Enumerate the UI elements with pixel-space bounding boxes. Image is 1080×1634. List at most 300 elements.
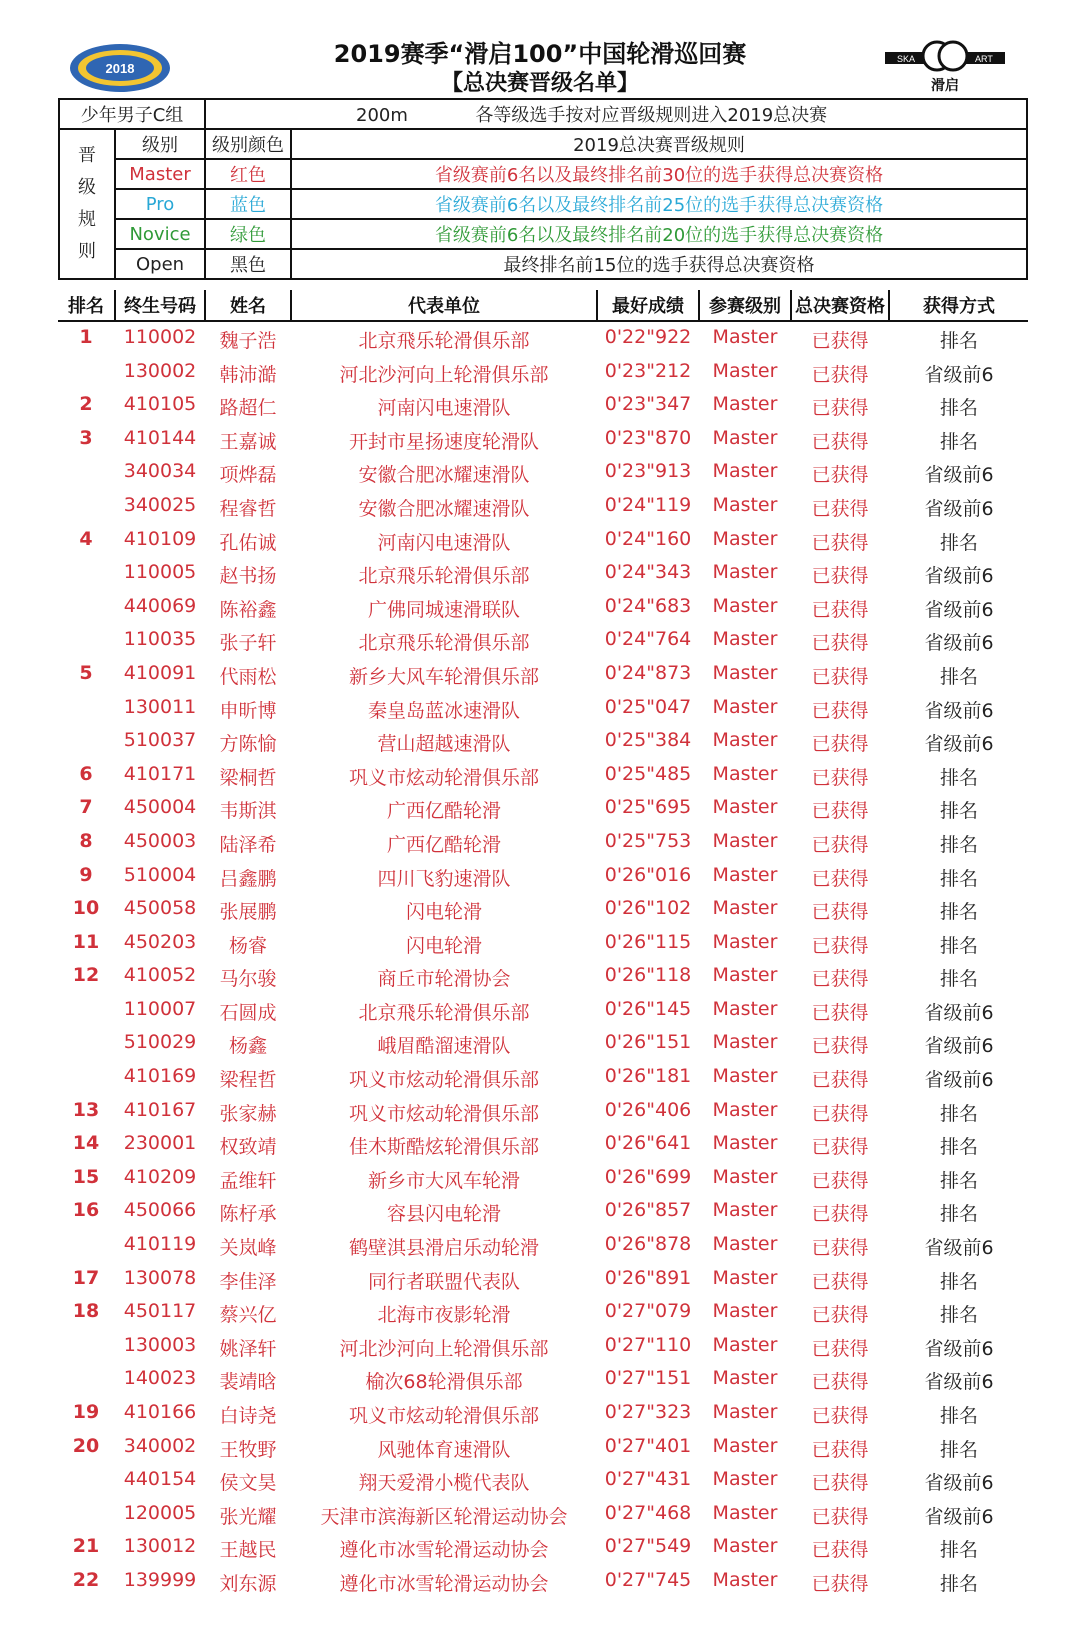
method-cell: 省级前6 [924,1001,994,1024]
level-cell: Master [712,326,778,348]
id-cell: 510029 [123,1031,197,1054]
method-cell: 排名 [939,901,978,924]
table-row [58,1162,1028,1196]
qualification-cell: 已获得 [811,1337,869,1360]
team-cell: 四川飞豹速滑队 [377,867,511,890]
level-cell: Master [712,1333,778,1356]
team-cell: 同行者联盟代表队 [367,1270,520,1293]
time-cell: 0'27"401 [604,1434,692,1457]
rank-cell: 12 [72,964,100,987]
team-cell: 风驰体育速滑队 [377,1438,511,1461]
qualification-cell: 已获得 [811,598,869,621]
id-cell: 340025 [123,493,197,516]
team-cell: 北京飛乐轮滑俱乐部 [358,632,530,655]
team-cell: 榆次68轮滑俱乐部 [365,1371,523,1394]
name-cell: 张展鹏 [219,901,277,924]
level-cell: Master [712,1434,778,1457]
rank-cell: 20 [72,1434,100,1457]
qualification-cell: 已获得 [811,497,869,520]
method-cell: 排名 [939,665,978,688]
method-cell: 省级前6 [924,699,994,722]
col-id: 终生号码 [124,296,196,317]
method-cell: 省级前6 [924,1035,994,1058]
qualification-cell: 已获得 [811,531,869,554]
qualification-cell: 已获得 [811,1438,869,1461]
level-cell: Master [712,930,778,953]
team-cell: 闪电轮滑 [405,934,482,957]
rules-col-rule: 2019总决赛晋级规则 [291,129,1027,159]
team-cell: 北京飛乐轮滑俱乐部 [358,565,530,588]
id-cell: 130078 [123,1266,197,1289]
team-cell: 广西亿酷轮滑 [386,833,501,856]
method-cell: 排名 [939,1572,978,1595]
qualification-cell: 已获得 [811,1203,869,1226]
method-cell: 排名 [939,800,978,823]
qualification-cell: 已获得 [811,1001,869,1024]
id-cell: 410119 [123,1233,197,1256]
team-cell: 遵化市冰雪轮滑运动协会 [339,1572,549,1595]
name-cell: 陈杍承 [219,1203,277,1226]
time-cell: 0'24"160 [604,527,692,550]
level-cell: Master [712,1401,778,1423]
team-cell: 广佛同城速滑联队 [367,598,520,621]
level-cell: Master [712,594,778,617]
rank-cell: 5 [79,661,93,684]
table-row [58,692,1028,726]
team-cell: 巩义市炫动轮滑俱乐部 [348,1069,539,1092]
method-cell: 排名 [939,1169,978,1192]
id-cell: 410166 [123,1401,197,1423]
qualification-cell: 已获得 [811,1405,869,1427]
qualification-cell: 已获得 [811,1572,869,1595]
team-cell: 河南闪电速滑队 [377,531,511,554]
name-cell: 张子轩 [219,632,277,655]
qualification-cell: 已获得 [811,632,869,655]
team-cell: 河北沙河向上轮滑俱乐部 [339,1337,549,1360]
time-cell: 0'26"145 [604,997,692,1020]
name-cell: 梁桐哲 [219,766,277,789]
table-row [58,759,1028,793]
rules-col-level: 级别 [115,129,205,159]
qualification-cell: 已获得 [811,565,869,588]
method-cell: 排名 [939,934,978,957]
table-row [58,725,1028,759]
level-rule: 最终排名前15位的选手获得总决赛资格 [291,249,1027,279]
method-cell: 省级前6 [924,464,994,487]
col-name: 姓名 [230,296,266,317]
sponsor-logo-text-left: SKA [897,54,916,64]
table-row [58,927,1028,961]
time-cell: 0'26"878 [604,1233,692,1256]
table-row [58,1363,1028,1397]
time-cell: 0'26"891 [604,1266,692,1289]
method-cell: 省级前6 [924,497,994,520]
rank-cell: 11 [72,930,100,953]
level-cell: Master [712,527,778,550]
name-cell: 吕鑫鹏 [219,867,277,890]
table-row [58,1498,1028,1532]
name-cell: 张家赫 [219,1102,277,1125]
time-cell: 0'27"468 [604,1501,692,1524]
time-cell: 0'27"323 [604,1401,692,1423]
name-cell: 马尔骏 [219,968,277,991]
table-row [58,524,1028,558]
name-cell: 张光耀 [219,1505,277,1528]
table-row [58,1061,1028,1095]
method-cell: 排名 [939,1203,978,1226]
qualification-cell: 已获得 [811,934,869,957]
rank-cell: 8 [79,829,93,852]
name-cell: 姚泽轩 [219,1337,277,1360]
rule-row-novice [59,219,1027,249]
level-cell: Master [712,628,778,651]
time-cell: 0'23"870 [604,426,692,449]
qualification-cell: 已获得 [811,901,869,924]
rank-cell: 21 [72,1535,100,1558]
qualification-cell: 已获得 [811,665,869,688]
page-subtitle: 【总决赛晋级名单】 [440,71,639,96]
team-cell: 秦皇岛蓝冰速滑队 [367,699,520,722]
time-cell: 0'26"406 [604,1098,692,1121]
level-cell: Master [712,1367,778,1390]
method-cell: 排名 [939,1304,978,1327]
id-cell: 110002 [123,326,197,348]
level-cell: Master [712,426,778,449]
method-cell: 省级前6 [924,1069,994,1092]
method-cell: 排名 [939,1438,978,1461]
level-name: Master [115,159,205,189]
time-cell: 0'26"016 [604,863,692,886]
method-cell: 排名 [939,1270,978,1293]
team-cell: 广西亿酷轮滑 [386,800,501,823]
table-row [58,490,1028,524]
team-cell: 开封市星扬速度轮滑队 [348,430,539,453]
page-title: 2019赛季“滑启100”中国轮滑巡回赛 [333,40,747,68]
team-cell: 巩义市炫动轮滑俱乐部 [348,1102,539,1125]
time-cell: 0'25"047 [604,695,692,718]
rank-cell: 13 [72,1098,100,1121]
rank-cell: 15 [72,1165,100,1188]
qualification-cell: 已获得 [811,699,869,722]
table-row [58,1464,1028,1498]
table-row [58,624,1028,658]
team-cell: 河南闪电速滑队 [377,397,511,420]
id-cell: 140023 [123,1367,197,1390]
time-cell: 0'27"151 [604,1367,692,1390]
table-row [58,1095,1028,1129]
name-cell: 方陈愉 [219,733,277,756]
distance-label: 200m [356,105,408,126]
name-cell: 杨鑫 [228,1035,267,1058]
method-cell: 省级前6 [924,1371,994,1394]
qualification-cell: 已获得 [811,968,869,991]
level-cell: Master [712,359,778,382]
name-cell: 程睿哲 [219,497,277,520]
team-cell: 鹤壁淇县滑启乐动轮滑 [348,1237,539,1260]
rank-cell: 22 [72,1568,100,1591]
team-cell: 北京飛乐轮滑俱乐部 [358,1001,530,1024]
time-cell: 0'24"343 [604,561,692,584]
table-row [58,860,1028,894]
level-cell: Master [712,729,778,752]
team-cell: 北海市夜影轮滑 [377,1304,511,1327]
qualification-cell: 已获得 [811,363,869,386]
name-cell: 王越民 [219,1539,277,1562]
qualification-cell: 已获得 [811,1304,869,1327]
time-cell: 0'27"549 [604,1535,692,1558]
level-cell: Master [712,964,778,987]
id-cell: 110035 [123,628,197,651]
col-team: 代表单位 [408,296,480,317]
level-cell: Master [712,1501,778,1524]
id-cell: 450058 [123,897,197,920]
team-cell: 北京飛乐轮滑俱乐部 [358,330,530,352]
rank-cell: 1 [79,326,93,348]
id-cell: 130002 [123,359,197,382]
method-cell: 省级前6 [924,565,994,588]
results-header [58,290,1028,322]
level-cell: Master [712,1568,778,1591]
qualification-cell: 已获得 [811,766,869,789]
team-cell: 佳木斯酷炫轮滑俱乐部 [348,1136,539,1159]
id-cell: 340002 [123,1434,197,1457]
id-cell: 110007 [123,997,197,1020]
time-cell: 0'23"347 [604,393,692,416]
qualification-cell: 已获得 [811,1136,869,1159]
table-row [58,826,1028,860]
name-cell: 裴靖晗 [219,1371,277,1394]
method-cell: 排名 [939,1102,978,1125]
id-cell: 410144 [123,426,197,449]
rank-cell: 16 [72,1199,100,1222]
rules-col-color: 级别颜色 [205,129,291,159]
table-row [58,456,1028,490]
method-cell: 省级前6 [924,363,994,386]
qualification-cell: 已获得 [811,1237,869,1260]
id-cell: 450203 [123,930,197,953]
level-cell: Master [712,1233,778,1256]
time-cell: 0'26"641 [604,1132,692,1155]
id-cell: 450004 [123,796,197,819]
method-cell: 排名 [939,1136,978,1159]
qualification-cell: 已获得 [811,867,869,890]
team-cell: 天津市滨海新区轮滑运动协会 [320,1505,568,1528]
rules-side-label: 晋级规则 [59,129,115,279]
sponsor-logo-text-bottom: 滑启 [931,78,959,94]
level-color: 蓝色 [205,189,291,219]
id-cell: 410209 [123,1165,197,1188]
level-cell: Master [712,1065,778,1088]
qualification-cell: 已获得 [811,1069,869,1092]
name-cell: 申昕博 [219,699,277,722]
table-row [58,1229,1028,1263]
level-cell: Master [712,1132,778,1155]
team-cell: 容县闪电轮滑 [386,1203,501,1226]
time-cell: 0'27"079 [604,1300,692,1323]
name-cell: 关岚峰 [219,1237,277,1260]
id-cell: 410167 [123,1098,197,1121]
name-cell: 孔佑诚 [219,531,277,554]
level-cell: Master [712,796,778,819]
name-cell: 蔡兴亿 [219,1304,277,1327]
table-row [58,893,1028,927]
col-time: 最好成绩 [612,296,684,317]
level-cell: Master [712,661,778,684]
time-cell: 0'25"384 [604,729,692,752]
table-row [58,1128,1028,1162]
time-cell: 0'26"181 [604,1065,692,1088]
id-cell: 410105 [123,393,197,416]
team-cell: 商丘市轮滑协会 [377,968,511,991]
method-cell: 排名 [939,531,978,554]
id-cell: 410169 [123,1065,197,1088]
col-qualification: 总决赛资格 [795,296,885,317]
time-cell: 0'25"753 [604,829,692,852]
table-row [58,1330,1028,1364]
id-cell: 410171 [123,762,197,785]
method-cell: 排名 [939,867,978,890]
table-row [58,591,1028,625]
name-cell: 陆泽希 [219,833,277,856]
qualification-cell: 已获得 [811,1539,869,1562]
rank-cell: 17 [72,1266,100,1289]
method-cell: 排名 [939,1405,978,1427]
time-cell: 0'26"699 [604,1165,692,1188]
name-cell: 孟维轩 [219,1169,277,1192]
team-cell: 遵化市冰雪轮滑运动协会 [339,1539,549,1562]
table-row [58,1296,1028,1330]
level-cell: Master [712,762,778,785]
name-cell: 王牧野 [219,1438,277,1461]
level-name: Novice [115,219,205,249]
name-cell: 赵书扬 [219,565,277,588]
rank-cell: 18 [72,1300,100,1323]
qualification-cell: 已获得 [811,464,869,487]
team-cell: 峨眉酷溜速滑队 [377,1035,511,1058]
table-row [58,423,1028,457]
table-row [58,960,1028,994]
time-cell: 0'25"695 [604,796,692,819]
level-cell: Master [712,1468,778,1491]
method-cell: 省级前6 [924,598,994,621]
qualification-cell: 已获得 [811,833,869,856]
method-cell: 排名 [939,766,978,789]
team-cell: 新乡市大风车轮滑 [367,1169,520,1192]
level-cell: Master [712,493,778,516]
table-row [58,356,1028,390]
method-cell: 排名 [939,330,978,352]
team-cell: 翔天爱滑小榄代表队 [358,1472,530,1495]
time-cell: 0'23"212 [604,359,692,382]
id-cell: 440154 [123,1468,197,1491]
time-cell: 0'26"151 [604,1031,692,1054]
rank-cell: 14 [72,1132,100,1155]
method-cell: 省级前6 [924,632,994,655]
sponsor-logo-text-right: ART [975,54,993,64]
rank-cell: 19 [72,1401,100,1423]
table-row [58,792,1028,826]
level-rule: 省级赛前6名以及最终排名前30位的选手获得总决赛资格 [291,159,1027,189]
name-cell: 项烨磊 [219,464,277,487]
name-cell: 梁程哲 [219,1069,277,1092]
method-cell: 排名 [939,397,978,420]
time-cell: 0'27"745 [604,1568,692,1591]
id-cell: 230001 [123,1132,197,1155]
name-cell: 侯文昊 [219,1472,277,1495]
level-color: 黑色 [205,249,291,279]
time-cell: 0'24"683 [604,594,692,617]
rule-row-open [59,249,1027,279]
level-cell: Master [712,1266,778,1289]
col-level: 参赛级别 [709,296,781,317]
time-cell: 0'26"857 [604,1199,692,1222]
level-cell: Master [712,997,778,1020]
time-cell: 0'23"913 [604,460,692,483]
col-rank: 排名 [68,296,104,317]
level-cell: Master [712,561,778,584]
table-row [58,1431,1028,1465]
level-cell: Master [712,829,778,852]
table-row [58,658,1028,692]
table-row [58,1565,1028,1599]
id-cell: 130011 [123,695,197,718]
level-color: 红色 [205,159,291,189]
level-rule: 省级赛前6名以及最终排名前25位的选手获得总决赛资格 [291,189,1027,219]
qualification-cell: 已获得 [811,1270,869,1293]
method-cell: 省级前6 [924,1337,994,1360]
level-cell: Master [712,1098,778,1121]
rank-cell: 4 [79,527,93,550]
id-cell: 510037 [123,729,197,752]
rules-note: 各等级选手按对应晋级规则进入2019总决赛 [475,105,828,126]
qualification-cell: 已获得 [811,1035,869,1058]
promotion-rules-table [58,98,1028,280]
rank-cell: 2 [79,393,93,416]
qualification-cell: 已获得 [811,733,869,756]
method-cell: 省级前6 [924,733,994,756]
col-method: 获得方式 [923,296,995,317]
table-row [58,1027,1028,1061]
rule-row-pro [59,189,1027,219]
time-cell: 0'22"922 [604,326,692,348]
rank-cell: 10 [72,897,100,920]
name-cell: 王嘉诚 [219,430,277,453]
name-cell: 石圆成 [219,1001,277,1024]
rules-header-row [59,129,1027,159]
id-cell: 410052 [123,964,197,987]
level-cell: Master [712,393,778,416]
group-label: 少年男子C组 [59,99,205,129]
table-row [58,1195,1028,1229]
name-cell: 白诗尧 [219,1405,277,1427]
table-row [58,1531,1028,1565]
name-cell: 韦斯淇 [219,800,277,823]
table-row [58,557,1028,591]
team-cell: 巩义市炫动轮滑俱乐部 [348,766,539,789]
id-cell: 340034 [123,460,197,483]
name-cell: 韩沛澔 [219,363,277,386]
page-header [0,0,1080,100]
table-row [58,994,1028,1028]
id-cell: 139999 [123,1568,197,1591]
team-cell: 安徽合肥冰耀速滑队 [358,497,530,520]
level-cell: Master [712,897,778,920]
name-cell: 杨睿 [228,934,267,957]
team-cell: 安徽合肥冰耀速滑队 [358,464,530,487]
team-cell: 新乡大风车轮滑俱乐部 [348,665,539,688]
id-cell: 440069 [123,594,197,617]
id-cell: 130012 [123,1535,197,1558]
